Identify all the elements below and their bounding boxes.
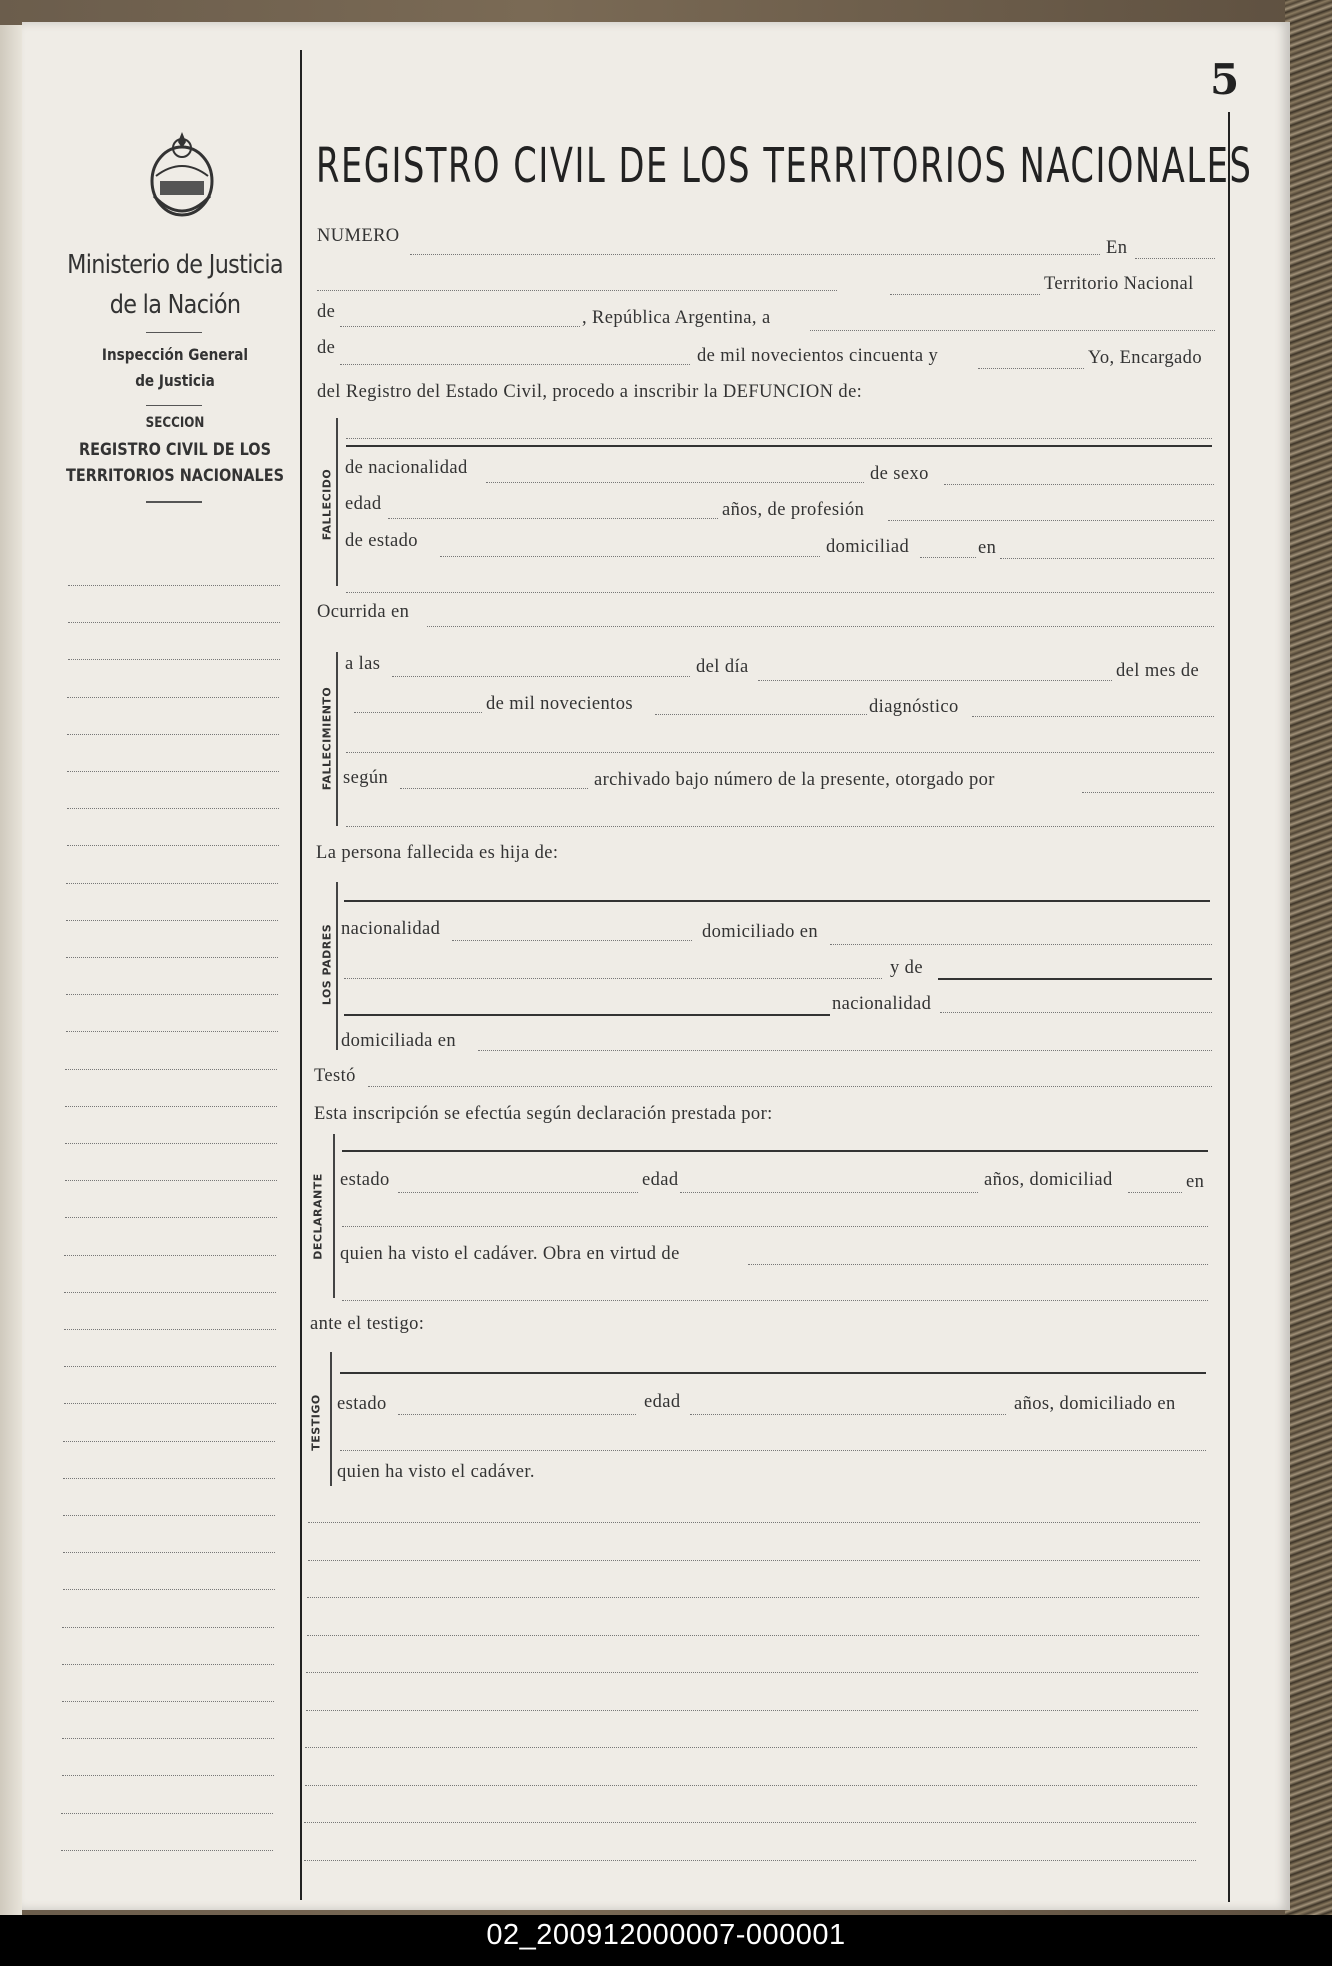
label-yo-encargado: Yo, Encargado — [1088, 348, 1202, 368]
column-divider — [300, 50, 302, 1900]
fill-fallecido-extra — [346, 592, 1214, 593]
ministry-line-2: de la Nación — [109, 290, 241, 320]
fill-profesion — [888, 520, 1214, 521]
fill-fallecimiento-extra — [346, 752, 1214, 753]
sidebar-blank-line — [62, 1627, 274, 1628]
binding-strip — [0, 25, 22, 1915]
form-blank-line — [306, 1672, 1198, 1673]
fill-edad-declarante — [680, 1192, 978, 1193]
sidebar-blank-line — [64, 1403, 276, 1404]
inspection-line-1: Inspección General — [101, 345, 249, 364]
fill-mes-1 — [354, 712, 482, 713]
label-de-mil-novecientos: de mil novecientos — [486, 694, 633, 714]
fill-a-las — [392, 676, 690, 677]
fill-estado — [440, 556, 820, 557]
sidebar-blank-line — [66, 994, 278, 995]
image-caption: 02_200912000007-000001 — [486, 1919, 846, 1951]
label-persona-hija: La persona fallecida es hija de: — [316, 843, 559, 863]
right-border — [1228, 112, 1230, 1902]
fill-edad-testigo — [690, 1414, 1006, 1415]
label-domiciliad: domiciliad — [826, 537, 910, 557]
side-label-fallecimiento: FALLECIMIENTO — [320, 686, 334, 791]
label-domiciliada-en: domiciliada en — [341, 1031, 457, 1051]
label-testo: Testó — [314, 1066, 356, 1086]
sidebar-blank-line — [65, 1069, 277, 1070]
section-label: SECCION — [145, 415, 205, 431]
side-label-declarante: DECLARANTE — [311, 1173, 325, 1260]
fill-diagnostico — [972, 716, 1214, 717]
label-anos-domiciliad-declarante: años, domiciliad — [984, 1170, 1113, 1190]
fill-edad-fallecido — [388, 518, 718, 519]
form-blank-line — [304, 1822, 1196, 1823]
fill-domiciliad-declarante — [1128, 1192, 1182, 1193]
sidebar-blank-line — [61, 1813, 273, 1814]
sidebar-blank-line — [68, 622, 280, 623]
fallecimiento-bracket — [336, 652, 344, 826]
sidebar-blank-line — [64, 1366, 276, 1367]
label-republica: , República Argentina, a — [582, 308, 771, 328]
sidebar-rule-2 — [146, 405, 202, 406]
label-nacionalidad-madre: nacionalidad — [832, 994, 932, 1014]
form-blank-line — [307, 1597, 1199, 1598]
fill-nacionalidad — [486, 482, 864, 483]
fill-estado-declarante — [398, 1192, 638, 1193]
label-del-dia: del día — [696, 657, 749, 677]
sidebar-blank-line — [66, 883, 278, 884]
sidebar-blank-line — [67, 808, 279, 809]
fill-fallecido-name-dots — [346, 438, 1212, 439]
fill-cincuenta — [978, 368, 1084, 369]
section-line-2: TERRITORIOS NACIONALES — [65, 466, 285, 486]
side-label-fallecido: FALLECIDO — [320, 468, 334, 541]
label-anos-domiciliado-testigo: años, domiciliado en — [1014, 1394, 1176, 1414]
form-blank-line — [305, 1785, 1197, 1786]
sidebar-blank-line — [67, 845, 279, 846]
fill-madre-name-2 — [344, 1014, 830, 1016]
fill-estado-testigo — [398, 1414, 636, 1415]
label-ante-testigo: ante el testigo: — [310, 1314, 425, 1334]
label-de-mil: de mil novecientos cincuenta y — [697, 346, 939, 366]
sidebar-blank-line — [68, 659, 280, 660]
sidebar-blank-line — [63, 1552, 275, 1553]
label-ocurrida-en: Ocurrida en — [317, 602, 410, 622]
fill-domicilio-padre — [830, 944, 1212, 945]
side-label-testigo: TESTIGO — [309, 1394, 323, 1451]
label-domiciliado-en-padre: domiciliado en — [702, 922, 819, 942]
label-a-las: a las — [345, 654, 381, 674]
fill-row2-mid — [890, 294, 1040, 295]
sidebar-blank-line — [67, 697, 279, 698]
form-blank-line — [304, 1860, 1196, 1861]
fill-nacionalidad-padre — [452, 940, 692, 941]
label-de-2: de — [317, 338, 336, 358]
fill-madre-name — [938, 978, 1212, 980]
label-en-declarante: en — [1186, 1172, 1205, 1192]
label-estado-declarante: estado — [340, 1170, 390, 1190]
fill-declarante-extra-2 — [342, 1300, 1208, 1301]
label-numero: NUMERO — [317, 226, 400, 246]
label-inscripcion: Esta inscripción se efectúa según declaración prestada por: — [314, 1104, 773, 1124]
fill-de-1 — [340, 326, 580, 327]
label-de-estado: de estado — [345, 531, 418, 551]
label-territorio: Territorio Nacional — [1044, 274, 1194, 294]
coat-of-arms-icon — [146, 126, 218, 222]
fill-testo — [368, 1086, 1212, 1087]
sidebar-blank-line — [62, 1738, 274, 1739]
sidebar-blank-line — [66, 957, 278, 958]
form-blank-line — [308, 1522, 1200, 1523]
form-blank-line — [307, 1635, 1199, 1636]
sidebar-blank-line — [63, 1441, 275, 1442]
fill-domiciliada-en — [478, 1050, 1212, 1051]
label-anos-profesion: años, de profesión — [722, 500, 865, 520]
sidebar-blank-line — [68, 585, 280, 586]
sidebar-blank-line — [63, 1478, 275, 1479]
fill-en-fallecido — [1000, 558, 1214, 559]
fill-del-dia — [758, 680, 1112, 681]
ministry-line-1: Ministerio de Justicia — [67, 250, 283, 280]
sidebar-blank-line — [64, 1255, 276, 1256]
declarante-bracket — [333, 1134, 341, 1298]
section-line-1: REGISTRO CIVIL DE LOS — [78, 440, 271, 460]
fill-fallecimiento-extra-2 — [346, 826, 1214, 827]
sidebar-blank-line — [63, 1589, 275, 1590]
label-segun: según — [343, 768, 389, 788]
label-del-mes-de: del mes de — [1116, 661, 1200, 681]
label-edad-fallecido: edad — [345, 494, 382, 514]
fill-segun — [400, 788, 588, 789]
fill-row2-left — [317, 290, 837, 291]
fill-domiciliad — [920, 557, 976, 558]
fill-padre-extra — [344, 978, 882, 979]
sidebar-blank-line — [65, 1217, 277, 1218]
label-estado-testigo: estado — [337, 1394, 387, 1414]
sidebar-rule-3 — [146, 501, 202, 503]
sidebar-blank-line — [61, 1850, 273, 1851]
fill-otorgado-por — [1082, 792, 1214, 793]
sidebar-blank-line — [65, 1106, 277, 1107]
label-de-nacionalidad: de nacionalidad — [345, 458, 468, 478]
form-blank-line — [306, 1710, 1198, 1711]
fill-fallecido-name — [346, 445, 1212, 447]
label-de-sexo: de sexo — [870, 464, 929, 484]
label-quien-visto-testigo: quien ha visto el cadáver. — [337, 1462, 535, 1482]
fill-nacionalidad-madre — [940, 1012, 1212, 1013]
page-number: 5 — [1210, 55, 1240, 104]
label-en-fallecido: en — [978, 538, 997, 558]
fill-ocurrida-en — [427, 626, 1214, 627]
fill-obra-en-virtud — [748, 1264, 1208, 1265]
form-title: REGISTRO CIVIL DE LOS TERRITORIOS NACIONALES — [316, 138, 1253, 194]
sidebar-blank-line — [67, 734, 279, 735]
label-y-de: y de — [890, 958, 923, 978]
fill-en — [1135, 258, 1215, 259]
sidebar-blank-line — [64, 1292, 276, 1293]
side-label-padres: LOS PADRES — [320, 923, 334, 1006]
sidebar-blank-line — [66, 1031, 278, 1032]
sidebar-blank-line — [62, 1664, 274, 1665]
sidebar-blank-line — [62, 1775, 274, 1776]
form-blank-line — [308, 1560, 1200, 1561]
fill-republica — [810, 330, 1215, 331]
label-edad-testigo: edad — [644, 1392, 681, 1412]
label-nacionalidad-padre: nacionalidad — [341, 919, 441, 939]
fill-testigo-name — [340, 1372, 1206, 1374]
inspection-line-2: de Justicia — [135, 371, 215, 390]
sidebar-blank-line — [63, 1515, 275, 1516]
label-quien-visto-declarante: quien ha visto el cadáver. Obra en virtud de — [340, 1244, 680, 1264]
fallecido-bracket — [336, 418, 344, 586]
sidebar-blank-line — [65, 1180, 277, 1181]
label-de-1: de — [317, 302, 336, 322]
fill-numero — [410, 254, 1100, 255]
sidebar-blank-line — [64, 1329, 276, 1330]
sidebar-blank-line — [65, 1143, 277, 1144]
label-archivado: archivado bajo número de la presente, otorgado por — [594, 770, 995, 790]
fill-declarante-name — [342, 1150, 1208, 1152]
fill-testigo-extra — [340, 1450, 1206, 1451]
fill-de-2 — [340, 364, 690, 365]
label-edad-declarante: edad — [642, 1170, 679, 1190]
label-en: En — [1106, 238, 1128, 258]
sidebar-blank-line — [62, 1701, 274, 1702]
fill-sexo — [944, 484, 1214, 485]
form-blank-line — [305, 1747, 1197, 1748]
label-diagnostico: diagnóstico — [869, 697, 959, 717]
fill-novecientos — [655, 714, 867, 715]
marbled-edge — [1285, 0, 1332, 1915]
fill-padre-name — [344, 900, 1210, 902]
sidebar-rule-1 — [146, 332, 202, 333]
label-del-registro: del Registro del Estado Civil, procedo a inscribir la DEFUNCION de: — [317, 382, 863, 402]
sidebar-blank-line — [67, 771, 279, 772]
sidebar-blank-line — [66, 920, 278, 921]
padres-bracket — [336, 882, 344, 1050]
fill-declarante-extra — [342, 1226, 1208, 1227]
